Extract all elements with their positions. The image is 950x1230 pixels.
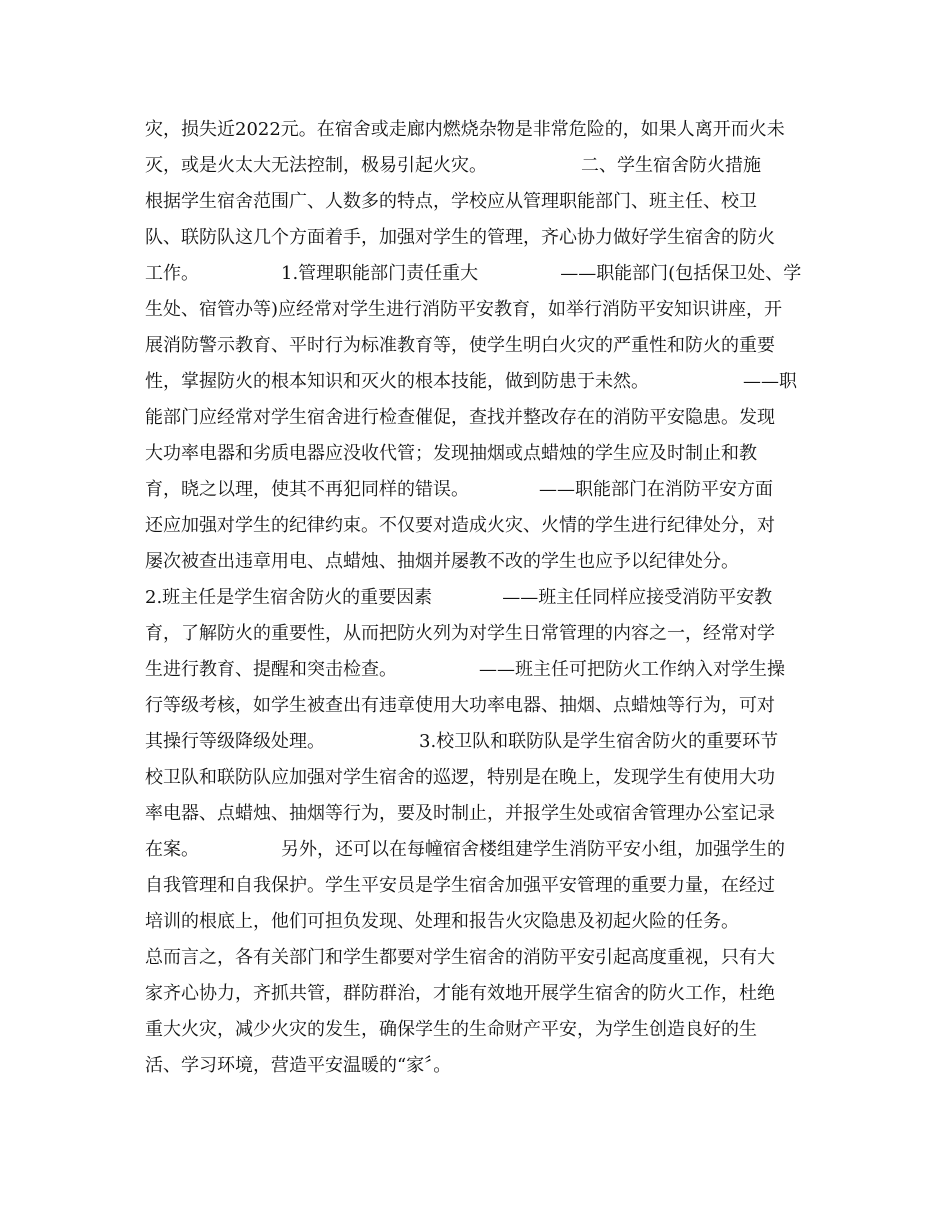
text-segment: 在案。 [145, 839, 199, 860]
text-line-12 [145, 514, 835, 538]
text-line-21 [145, 838, 835, 862]
text-segment: 行等级考核，如学生被查出有违章使用大功率电器、抽烟、点蜡烛等行为，可对 [145, 695, 775, 716]
text-segment: 其操行等级降级处理。 [145, 731, 325, 752]
text-line-23 [145, 910, 835, 934]
text-segment: 总而言之，各有关部门和学生都要对学生宿舍的消防平安引起高度重视，只有大 [145, 947, 775, 968]
text-segment: 灾，损失近2022元。在宿舍或走廊内燃烧杂物是非常危险的，如果人离开而火未 [145, 119, 785, 140]
text-segment: 灭，或是火太大无法控制，极易引起火灾。 [145, 155, 487, 176]
text-segment: 屡次被查出违章用电、点蜡烛、抽烟并屡教不改的学生也应予以纪律处分。 [145, 551, 739, 572]
text-segment: 自我管理和自我保护。学生平安员是学生宿舍加强平安管理的重要力量，在经过 [145, 875, 775, 896]
text-segment: ——班主任同样应接受消防平安教 [502, 587, 773, 608]
text-line-1 [145, 118, 835, 142]
text-segment: 率电器、点蜡烛、抽烟等行为，要及时制止，并报学生处或宿舍管理办公室记录 [145, 803, 775, 824]
text-segment: 育，晓之以理，使其不再犯同样的错误。 [145, 479, 469, 500]
text-line-13 [145, 550, 835, 574]
text-segment: ——职 [743, 371, 797, 392]
text-line-25 [145, 982, 835, 1006]
text-line-18 [145, 730, 835, 754]
text-line-11 [145, 478, 835, 502]
subsection-heading: 1.管理职能部门责任重大 [281, 263, 479, 284]
text-segment: 根据学生宿舍范围广、人数多的特点，学校应从管理职能部门、班主任、校卫 [145, 191, 757, 212]
text-segment: 活、学习环境，营造平安温暖的“家〞。 [145, 1055, 452, 1076]
text-segment: 队、联防队这几个方面着手，加强对学生的管理，齐心协力做好学生宿舍的防火 [145, 227, 775, 248]
text-segment: ——班主任可把防火工作纳入对学生操 [479, 659, 785, 680]
text-segment: 另外，还可以在每幢宿舍楼组建学生消防平安小组，加强学生的 [281, 839, 785, 860]
text-segment: ——职能部门(包括保卫处、学 [560, 263, 802, 284]
text-line-14 [145, 586, 835, 610]
text-segment: 能部门应经常对学生宿舍进行检查催促，查找并整改存在的消防平安隐患。发现 [145, 407, 775, 428]
text-segment: 性，掌握防火的根本知识和灭火的根本技能，做到防患于未然。 [145, 371, 649, 392]
subsection-heading: 2.班主任是学生宿舍防火的重要因素 [145, 587, 433, 608]
text-line-5 [145, 262, 835, 286]
text-segment: 育，了解防火的重要性，从而把防火列为对学生日常管理的内容之一，经常对学 [145, 623, 775, 644]
text-line-6 [145, 298, 835, 322]
text-segment: 展消防警示教育、平时行为标准教育等，使学生明白火灾的严重性和防火的重要 [145, 335, 775, 356]
text-line-8 [145, 370, 835, 394]
text-segment: 还应加强对学生的纪律约束。不仅要对造成火灾、火情的学生进行纪律处分，对 [145, 515, 775, 536]
text-segment: 工作。 [145, 263, 199, 284]
text-line-20 [145, 802, 835, 826]
text-segment: 重大火灾，减少火灾的发生，确保学生的生命财产平安，为学生创造良好的生 [145, 1019, 757, 1040]
text-line-15 [145, 622, 835, 646]
text-line-16 [145, 658, 835, 682]
text-line-3 [145, 190, 835, 214]
text-segment: 生进行教育、提醒和突击检查。 [145, 659, 397, 680]
text-line-10 [145, 442, 835, 466]
section-heading: 二、学生宿舍防火措施 [581, 155, 761, 176]
text-segment: 大功率电器和劣质电器应没收代管；发现抽烟或点蜡烛的学生应及时制止和教 [145, 443, 757, 464]
text-line-2 [145, 154, 835, 178]
text-line-17 [145, 694, 835, 718]
text-segment: 家齐心协力，齐抓共管，群防群治，才能有效地开展学生宿舍的防火工作，杜绝 [145, 983, 775, 1004]
text-line-7 [145, 334, 835, 358]
text-segment: 校卫队和联防队应加强对学生宿舍的巡逻，特别是在晚上，发现学生有使用大功 [145, 767, 775, 788]
text-line-4 [145, 226, 835, 250]
text-segment: 培训的根底上，他们可担负发现、处理和报告火灾隐患及初起火险的任务。 [145, 911, 739, 932]
text-line-19 [145, 766, 835, 790]
text-segment: 生处、宿管办等)应经常对学生进行消防平安教育，如举行消防平安知识讲座，开 [145, 299, 783, 320]
text-line-24 [145, 946, 835, 970]
subsection-heading: 3.校卫队和联防队是学生宿舍防火的重要环节 [419, 731, 779, 752]
text-line-22 [145, 874, 835, 898]
text-line-27 [145, 1054, 835, 1078]
text-segment: ——职能部门在消防平安方面 [539, 479, 773, 500]
text-line-9 [145, 406, 835, 430]
text-line-26 [145, 1018, 835, 1042]
